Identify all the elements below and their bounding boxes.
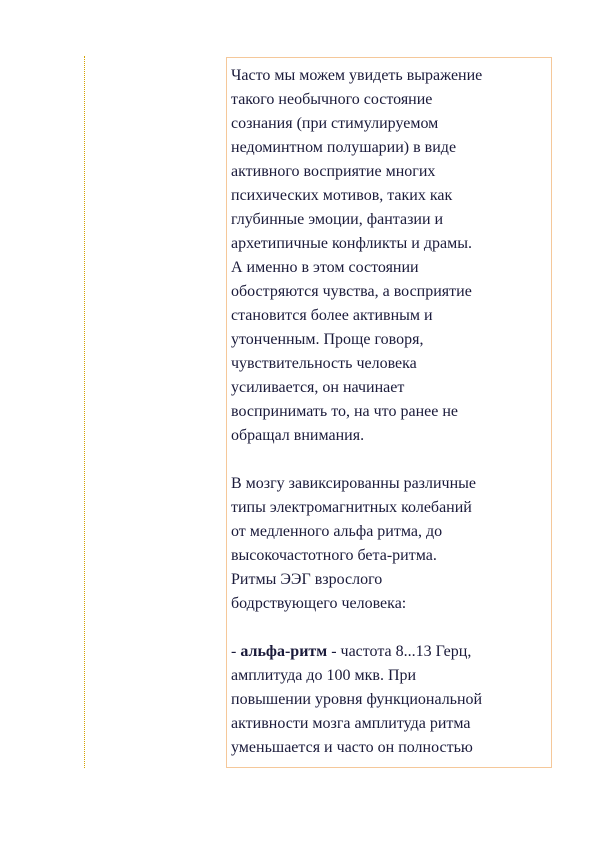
text-line: становится более активным и bbox=[231, 307, 433, 324]
margin-guide-line bbox=[84, 56, 85, 768]
alpha-rhythm-frequency: - частота 8...13 Герц, bbox=[327, 643, 472, 660]
text-line: недоминтном полушарии) в виде bbox=[231, 139, 457, 156]
text-line: повышении уровня функциональной bbox=[231, 691, 483, 708]
paragraph-brain-rhythms bbox=[231, 472, 547, 616]
text-line: типы электромагнитных колебаний bbox=[231, 499, 472, 516]
list-dash: - bbox=[231, 643, 241, 660]
text-line: психических мотивов, таких как bbox=[231, 187, 453, 204]
text-line: усиливается, он начинает bbox=[231, 379, 405, 396]
text-line: уменьшается и часто он полностью bbox=[231, 739, 473, 756]
paragraph-alpha-rhythm bbox=[231, 640, 547, 760]
paragraph-consciousness bbox=[231, 64, 547, 448]
text-line: амплитуда до 100 мкв. При bbox=[231, 667, 417, 684]
text-frame bbox=[226, 57, 552, 768]
text-line: глубинные эмоции, фантазии и bbox=[231, 211, 444, 228]
text-line: Часто мы можем увидеть выражение bbox=[231, 67, 483, 84]
text-line: такого необычного состояние bbox=[231, 91, 433, 108]
text-line: высокочастотного бета-ритма. bbox=[231, 547, 437, 564]
text-line: воспринимать то, на что ранее не bbox=[231, 403, 458, 420]
text-line: архетипичные конфликты и драмы. bbox=[231, 235, 472, 252]
text-line: В мозгу завиксированны различные bbox=[231, 475, 477, 492]
text-line: обостряются чувства, а восприятие bbox=[231, 283, 472, 300]
alpha-rhythm-first-line bbox=[231, 640, 547, 664]
text-line: А именно в этом состоянии bbox=[231, 259, 419, 276]
text-line: обращал внимания. bbox=[231, 427, 365, 444]
text-line: Ритмы ЭЭГ взрослого bbox=[231, 571, 383, 588]
text-line: активности мозга амплитуда ритма bbox=[231, 715, 471, 732]
text-line: чувствительность человека bbox=[231, 355, 417, 372]
text-line: от медленного альфа ритма, до bbox=[231, 523, 443, 540]
alpha-rhythm-term: альфа-ритм bbox=[240, 643, 328, 660]
text-line: бодрствующего человека: bbox=[231, 595, 407, 612]
text-line: сознания (при стимулируемом bbox=[231, 115, 439, 132]
text-line: активного восприятие многих bbox=[231, 163, 436, 180]
text-line: утонченным. Проще говоря, bbox=[231, 331, 424, 348]
